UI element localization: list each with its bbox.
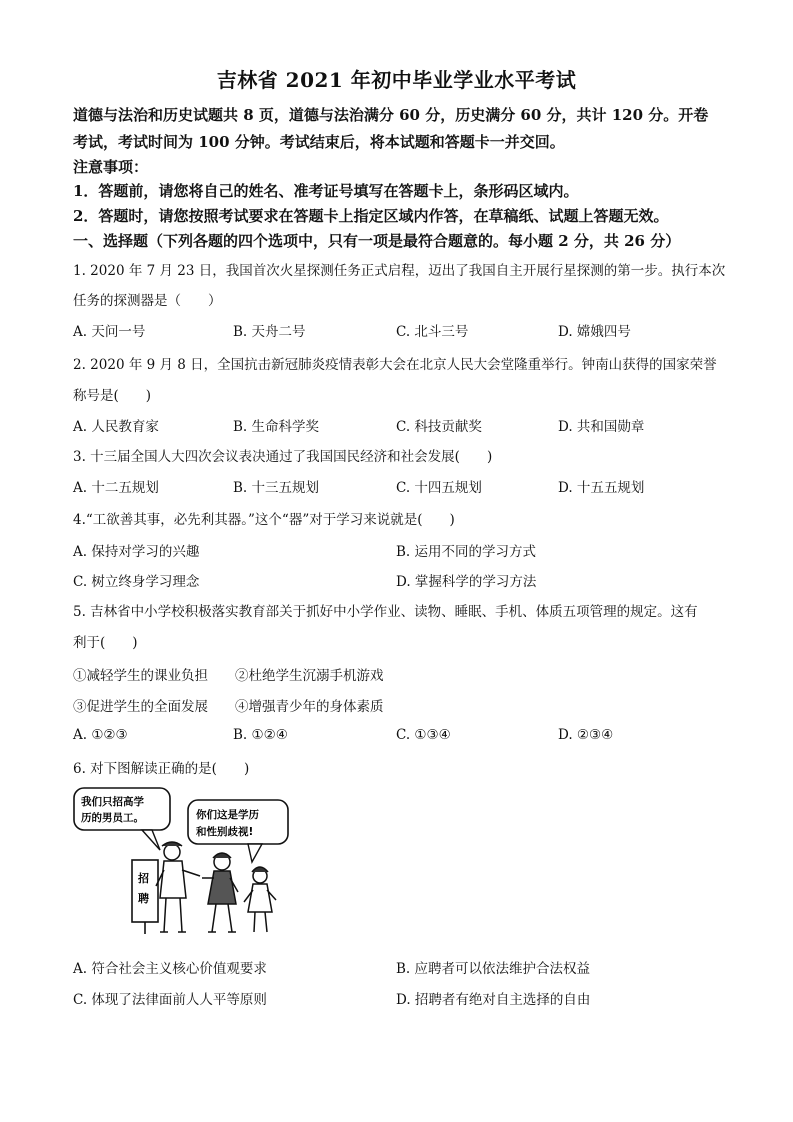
question-1-text: 任务的探测器是（ ） — [73, 293, 222, 309]
notes-heading: 注意事项： — [73, 158, 149, 176]
question-4-option-a: A. 保持对学习的兴趣 — [73, 544, 200, 560]
instructions-line-2: 考试，考试时间为 100 分钟。考试结束后，将本试题和答题卡一并交回。 — [73, 133, 565, 151]
recruitment-sign — [132, 860, 158, 922]
page-title: 吉林省 2021 年初中毕业学业水平考试 — [216, 68, 577, 92]
speech-bubble-right-line-1: 你们这是学历 — [196, 809, 259, 821]
note-2: 2．答题时，请您按照考试要求在答题卡上指定区域内作答，在草稿纸、试题上答题无效。 — [73, 207, 669, 225]
speech-bubble-left-line-1: 我们只招高学 — [81, 796, 144, 808]
question-2-text: 2. 2020 年 9 月 8 日，全国抗击新冠肺炎疫情表彰大会在北京人民大会堂隆重举行。钟南山获得的国家荣誉 — [73, 357, 717, 373]
question-1-option-a: A. 天问一号 — [73, 324, 146, 340]
recruitment-sign-char-1: 招 — [138, 872, 149, 885]
question-4-option-b: B. 运用不同的学习方式 — [396, 544, 537, 560]
question-6-option-a: A. 符合社会主义核心价值观要求 — [73, 961, 267, 977]
question-4-text: 4.“工欲善其事，必先利其器。”这个“器”对于学习来说就是( ) — [73, 512, 455, 528]
question-5-option-b: B. ①②④ — [233, 727, 288, 743]
question-3-option-a: A. 十二五规划 — [73, 480, 159, 496]
question-5-option-c: C. ①③④ — [396, 727, 451, 743]
question-1-text: 1. 2020 年 7 月 23 日，我国首次火星探测任务正式启程，迈出了我国自主开展行星探测的第一步。执行本次 — [73, 263, 726, 279]
applicant-figure-1 — [202, 853, 238, 932]
question-3-text: 3. 十三届全国人大四次会议表决通过了我国国民经济和社会发展( ) — [73, 449, 493, 465]
note-1: 1．答题前，请您将自己的姓名、准考证号填写在答题卡上，条形码区域内。 — [73, 182, 579, 200]
question-3-option-c: C. 十四五规划 — [396, 480, 482, 496]
question-5-statements: ③促进学生的全面发展 ④增强青少年的身体素质 — [73, 699, 384, 715]
question-6-option-b: B. 应聘者可以依法维护合法权益 — [396, 961, 591, 977]
question-1-option-b: B. 天舟二号 — [233, 324, 306, 340]
question-5-text: 利于( ) — [73, 635, 138, 651]
applicant-figure-2 — [244, 867, 276, 932]
recruiter-figure — [156, 842, 200, 932]
question-2-option-b: B. 生命科学奖 — [233, 419, 320, 435]
speech-bubble-left-tail — [142, 830, 160, 850]
question-2-option-c: C. 科技贡献奖 — [396, 419, 482, 435]
question-2-text: 称号是( ) — [73, 388, 152, 404]
question-1-option-d: D. 嫦娥四号 — [558, 324, 631, 340]
recruitment-sign-char-2: 聘 — [138, 892, 149, 905]
question-5-statements: ①减轻学生的课业负担 ②杜绝学生沉溺手机游戏 — [73, 668, 384, 684]
question-4-option-c: C. 树立终身学习理念 — [73, 574, 200, 590]
instructions-line-1: 道德与法治和历史试题共 8 页，道德与法治满分 60 分，历史满分 60 分，共计 120 分。开卷 — [73, 106, 709, 124]
question-2-option-d: D. 共和国勋章 — [558, 419, 645, 435]
cartoon-illustration — [72, 786, 290, 936]
question-3-option-d: D. 十五五规划 — [558, 480, 645, 496]
speech-bubble-left-line-2: 历的男员工。 — [81, 812, 144, 824]
section-heading: 一、选择题（下列各题的四个选项中，只有一项是最符合题意的。每小题 2 分，共 26 分） — [73, 232, 681, 250]
question-6-option-d: D. 招聘者有绝对自主选择的自由 — [396, 992, 591, 1008]
question-4-option-d: D. 掌握科学的学习方法 — [396, 574, 537, 590]
question-5-option-a: A. ①②③ — [73, 727, 128, 743]
question-1-option-c: C. 北斗三号 — [396, 324, 469, 340]
question-2-option-a: A. 人民教育家 — [73, 419, 159, 435]
question-3-option-b: B. 十三五规划 — [233, 480, 320, 496]
question-5-text: 5. 吉林省中小学校积极落实教育部关于抓好中小学作业、读物、睡眠、手机、体质五项管理的规定。这有 — [73, 604, 698, 620]
question-6-text: 6. 对下图解读正确的是( ) — [73, 761, 250, 777]
speech-bubble-right-tail — [248, 844, 262, 862]
question-5-option-d: D. ②③④ — [558, 727, 614, 743]
question-6-option-c: C. 体现了法律面前人人平等原则 — [73, 992, 267, 1008]
speech-bubble-right-line-2: 和性别歧视! — [196, 826, 254, 838]
